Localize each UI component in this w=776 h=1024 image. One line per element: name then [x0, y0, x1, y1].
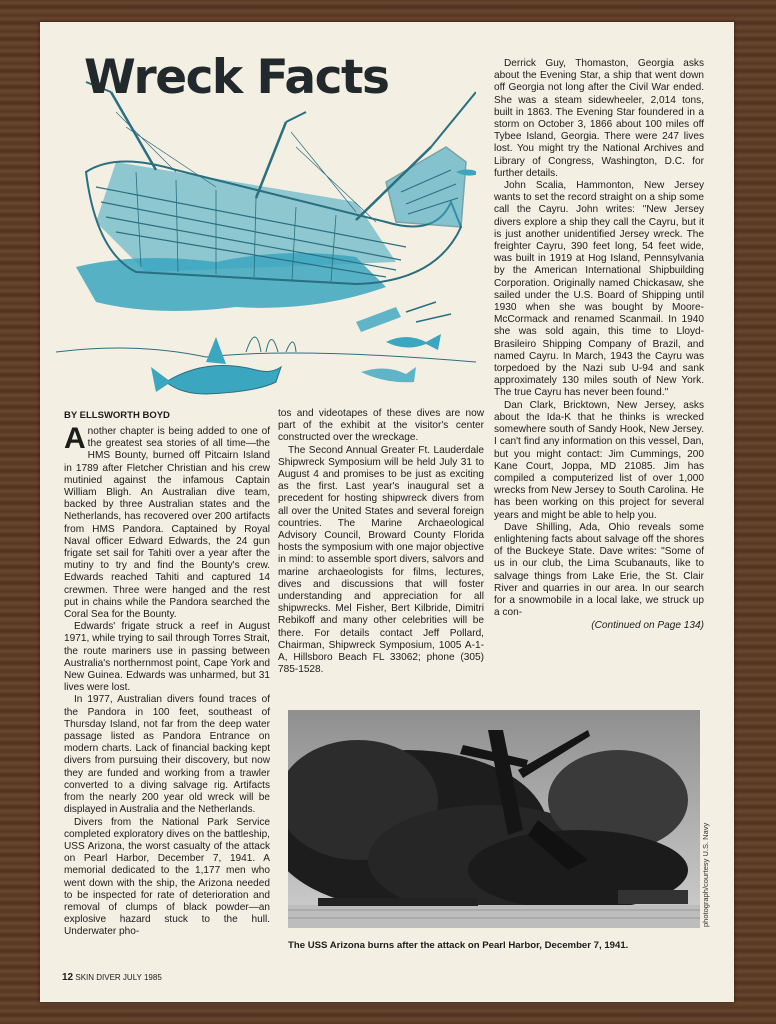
arizona-photo: [288, 710, 700, 928]
paragraph: tos and videotapes of these dives are now part of the exhibit at the visitor's center constructed over the wreckage.: [278, 408, 484, 444]
paragraph: John Scalia, Hammonton, New Jersey wants to set the record straight on a ship some call the Cayru. John writes: "New Jersey divers explore a ship they call the Cayru, but it is just another unidentified Jersey wreck. The freighter Cayru, 390 feet long, 54 feet wide, was built in 1919 at Hog Island, Pennsylvania by the American International Shipbuilding Corporation. Originally named Chickasaw, she sailed under the U.S. Board of Shipping until 1930 when she was bought by Moore-McCormack and renamed Scanmail. In 1940 she was sold again, this time to Lloyd-Brasileiro Shipping Company of Brazil, and named Cayru. In March, 1943 the Cayru was torpedoed by the Nazi sub U-94 and sank approximately 130 miles south of New York. The true Cayru has never been found.": [494, 180, 704, 399]
magazine-page: [40, 22, 734, 1002]
column-1: [64, 422, 270, 939]
paragraph: Another chapter is being added to one of the greatest sea stories of all time—the HMS Bounty, burned off Pitcairn Island in 1789 after Fletcher Christian and his crew mutinied against the infamous Captain William Bligh. An Australian dive team, backed by three Australian states and the Netherlands, has recovered over 200 artifacts from HMS Pandora. Captained by Royal Naval officer Edward Edwards, the 24 gun frigate set sail for Tahiti over a year after the mutiny to try and find the Bounty's crew. Edwards reached Tahiti and captured 14 crewmen. Three were hanged and the rest put in chains while the Pandora searched the Coral Sea for the Bounty.: [64, 422, 270, 621]
issue-label: SKIN DIVER JULY 1985: [75, 973, 162, 982]
drop-cap: A: [64, 422, 86, 455]
continued-note: (Continued on Page 134): [591, 620, 704, 632]
paragraph: The Second Annual Greater Ft. Lauderdale Shipwreck Symposium will be held July 31 to August 4 and promises to be just as exciting as the first. Last year's inaugural set a precedent for hosting shipwreck divers from all over the United States and several foreign countries. The Marine Archaeological Advisory Council, Broward County Florida hosts the symposium with one major objective in mind: to assemble sport divers, salvors and marine archaeologists for films, lectures, dives and discussions that will foster understanding and appreciation for all shipwrecks. Mel Fisher, Bert Kilbride, Dimitri Rebikoff and many other celebrities will be there. For details contact Jeff Pollard, Chairman, Shipwreck Symposium, 1005 A-1-A, Hillsboro Beach FL 33062; phone (305) 785-1528.: [278, 444, 484, 676]
page-footer: [62, 972, 162, 983]
article-title: Wreck Facts: [84, 50, 389, 105]
paragraph: Dan Clark, Bricktown, New Jersey, asks about the Ida-K that he thinks is wrecked somewhere south of Sandy Hook, New Jersey. I can't find any information on this vessel, Dan, but you might contact: Jim Cummings, 200 Kane Court, Joppa, MD 21085. Jim has compiled a computerized list of over 1,000 wrecks from New Jersey to South Carolina. He has been working on this project for several years and might be able to help you.: [494, 399, 704, 521]
photo-credit: photograph/courtesy U.S. Navy: [701, 822, 710, 927]
page-number: 12: [62, 972, 74, 983]
byline: BY ELLSWORTH BOYD: [64, 410, 170, 421]
paragraph: In 1977, Australian divers found traces of the Pandora in 100 feet, southeast of Thursday Island, not far from the deep water passage listed as Pandora Entrance on modern charts. Lack of financial backing kept divers from pursuing their discovery, but now they are funded and working from a trawler converted to a diving salvage rig. Artifacts from the nearly 200 year old wreck will be displayed in Australia and the Netherlands.: [64, 694, 270, 816]
column-3: [494, 58, 704, 633]
paragraph: Derrick Guy, Thomaston, Georgia asks about the Evening Star, a ship that went down off Georgia not long after the Civil War ended. She was a steam sidewheeler, 2,014 tons, built in 1863. The Evening Star foundered in a storm on October 3, 1866 about 100 miles off Tybee Island, Georgia. There were 247 lives lost. You might try the National Archives and Library of Congress, Washington, D.C. for further details.: [494, 58, 704, 179]
paragraph: Dave Shilling, Ada, Ohio reveals some enlightening facts about salvage off the shores of the Buckeye State. Dave writes: "Some of us in our club, the Lima Scubanauts, like to salvage things from Lake Erie, the St. Clair River and quarries in our area. In our search for a snowmobile in a local lake, we struck up a con-: [494, 521, 704, 619]
column-2: [278, 408, 484, 676]
photo-caption: The USS Arizona burns after the attack on Pearl Harbor, December 7, 1941.: [288, 940, 629, 951]
paragraph: Divers from the National Park Service completed exploratory dives on the battleship, USS Arizona, the worst casualty of the attack on Pearl Harbor, December 7, 1941. A memorial dedicated to the 1,177 men who went down with the ship, the Arizona needed to be inspected for rate of deterioration and removal of clumps of black powder—an explosive hazard stuck to the hull. Underwater pho-: [64, 816, 270, 938]
paragraph: Edwards' frigate struck a reef in August 1971, while trying to sail through Torres Strait, the route mariners use in passing between Australia's northernmost point, Cape York and New Guinea. Edwards was unharmed, but 31 lives were lost.: [64, 621, 270, 694]
